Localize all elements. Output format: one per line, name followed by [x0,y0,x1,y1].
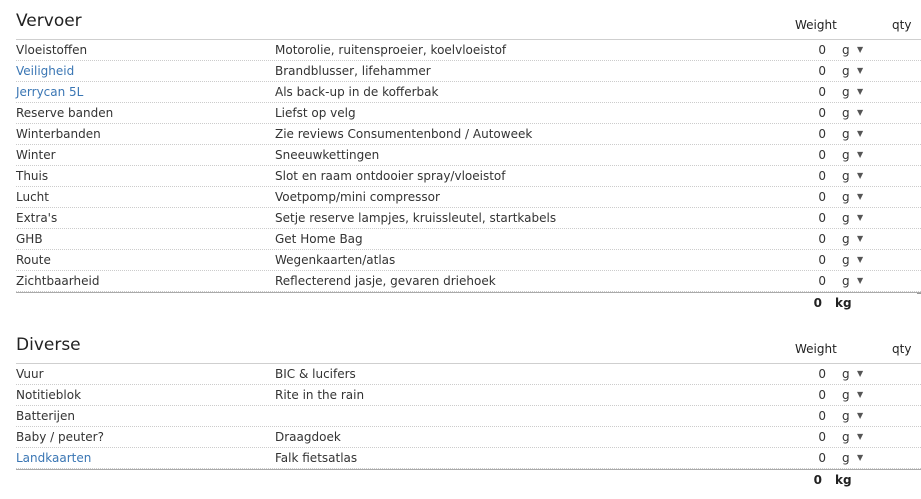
item-name: Baby / peuter? [16,430,104,444]
item-name: Lucht [16,190,49,204]
item-weight[interactable]: 0 [818,232,826,246]
caret-down-icon[interactable]: ▼ [857,129,864,138]
list-item [16,229,921,250]
unit-select[interactable]: g [842,148,850,162]
item-weight[interactable]: 0 [818,85,826,99]
item-description: Voetpomp/mini compressor [275,190,440,204]
list-item [16,448,921,469]
item-name: Batterijen [16,409,75,423]
unit-select[interactable]: g [842,367,850,381]
item-list [16,40,921,292]
item-weight[interactable]: 0 [818,190,826,204]
item-description: Setje reserve lampjes, kruissleutel, startkabels [275,211,557,225]
unit-select[interactable]: g [842,85,850,99]
total-weight-unit: kg [835,473,852,487]
item-description: Liefst op velg [275,106,356,120]
item-weight[interactable]: 0 [818,409,826,423]
unit-select[interactable]: g [842,211,850,225]
item-description: Get Home Bag [275,232,363,246]
section-total [16,470,921,490]
total-weight-value: 0 [813,473,822,487]
list-item [16,364,921,385]
qty-column-header: qty [892,342,912,356]
item-name-link[interactable]: Veiligheid [16,64,75,78]
item-name-link[interactable]: Landkaarten [16,451,92,465]
unit-select[interactable]: g [842,190,850,204]
item-name: Thuis [16,169,49,183]
item-weight[interactable]: 0 [818,367,826,381]
unit-select[interactable]: g [842,232,850,246]
item-description: Draagdoek [275,430,341,444]
total-weight-unit: kg [835,296,852,310]
item-name: Vuur [16,367,44,381]
item-name: Extra's [16,211,58,225]
item-weight[interactable]: 0 [818,451,826,465]
item-name: Winterbanden [16,127,101,141]
caret-down-icon[interactable]: ▼ [857,213,864,222]
section-title: Diverse [16,335,81,355]
section-header [16,11,921,40]
unit-select[interactable]: g [842,64,850,78]
list-item [16,145,921,166]
item-description: BIC & lucifers [275,367,356,381]
weight-column-header: Weight [795,18,837,32]
item-description: Rite in the rain [275,388,365,402]
unit-select[interactable]: g [842,253,850,267]
list-item [16,103,921,124]
section-header [16,335,921,364]
item-name: Reserve banden [16,106,114,120]
section-title: Vervoer [16,11,82,31]
item-weight[interactable]: 0 [818,253,826,267]
unit-select[interactable]: g [842,127,850,141]
list-item [16,406,921,427]
caret-down-icon[interactable]: ▼ [857,150,864,159]
list-item [16,250,921,271]
caret-down-icon[interactable]: ▼ [857,390,864,399]
list-item [16,427,921,448]
caret-down-icon[interactable]: ▼ [857,45,864,54]
item-description: Reflecterend jasje, gevaren driehoek [275,274,496,288]
unit-select[interactable]: g [842,451,850,465]
item-description: Falk fietsatlas [275,451,358,465]
item-name: Notitieblok [16,388,82,402]
item-weight[interactable]: 0 [818,430,826,444]
list-item [16,166,921,187]
caret-down-icon[interactable]: ▼ [857,255,864,264]
item-description: Wegenkaarten/atlas [275,253,396,267]
item-description: Motorolie, ruitensproeier, koelvloeistof [275,43,507,57]
caret-down-icon[interactable]: ▼ [857,234,864,243]
caret-down-icon[interactable]: ▼ [857,171,864,180]
unit-select[interactable]: g [842,169,850,183]
list-item [16,208,921,229]
list-item [16,187,921,208]
item-name: Winter [16,148,56,162]
item-description: Zie reviews Consumentenbond / Autoweek [275,127,533,141]
unit-select[interactable]: g [842,43,850,57]
caret-down-icon[interactable]: ▼ [857,432,864,441]
caret-down-icon[interactable]: ▼ [857,411,864,420]
item-weight[interactable]: 0 [818,64,826,78]
item-weight[interactable]: 0 [818,169,826,183]
qty-column-header: qty [892,18,912,32]
caret-down-icon[interactable]: ▼ [857,453,864,462]
unit-select[interactable]: g [842,430,850,444]
list-item [16,385,921,406]
total-weight-value: 0 [813,296,822,310]
section-diverse [16,335,921,490]
caret-down-icon[interactable]: ▼ [857,192,864,201]
item-weight[interactable]: 0 [818,106,826,120]
item-description: Sneeuwkettingen [275,148,380,162]
unit-select[interactable]: g [842,388,850,402]
item-name: GHB [16,232,43,246]
item-weight[interactable]: 0 [818,148,826,162]
item-weight[interactable]: 0 [818,274,826,288]
list-item [16,61,921,82]
caret-down-icon[interactable]: ▼ [857,276,864,285]
section-total [16,293,921,313]
item-weight[interactable]: 0 [818,127,826,141]
item-weight[interactable]: 0 [818,211,826,225]
item-weight[interactable]: 0 [818,388,826,402]
item-description: Brandblusser, lifehammer [275,64,431,78]
item-list [16,364,921,469]
weight-column-header: Weight [795,342,837,356]
list-item [16,40,921,61]
item-name: Zichtbaarheid [16,274,100,288]
unit-select[interactable]: g [842,106,850,120]
section-vervoer [16,11,921,313]
list-item [16,124,921,145]
edge-divider [917,293,921,294]
list-item [16,271,921,292]
item-name: Route [16,253,51,267]
item-description: Als back-up in de kofferbak [275,85,439,99]
item-description: Slot en raam ontdooier spray/vloeistof [275,169,506,183]
item-name: Vloeistoffen [16,43,88,57]
caret-down-icon[interactable]: ▼ [857,66,864,75]
caret-down-icon[interactable]: ▼ [857,87,864,96]
item-name-link[interactable]: Jerrycan 5L [16,85,84,99]
caret-down-icon[interactable]: ▼ [857,369,864,378]
item-weight[interactable]: 0 [818,43,826,57]
list-item [16,82,921,103]
caret-down-icon[interactable]: ▼ [857,108,864,117]
unit-select[interactable]: g [842,274,850,288]
unit-select[interactable]: g [842,409,850,423]
